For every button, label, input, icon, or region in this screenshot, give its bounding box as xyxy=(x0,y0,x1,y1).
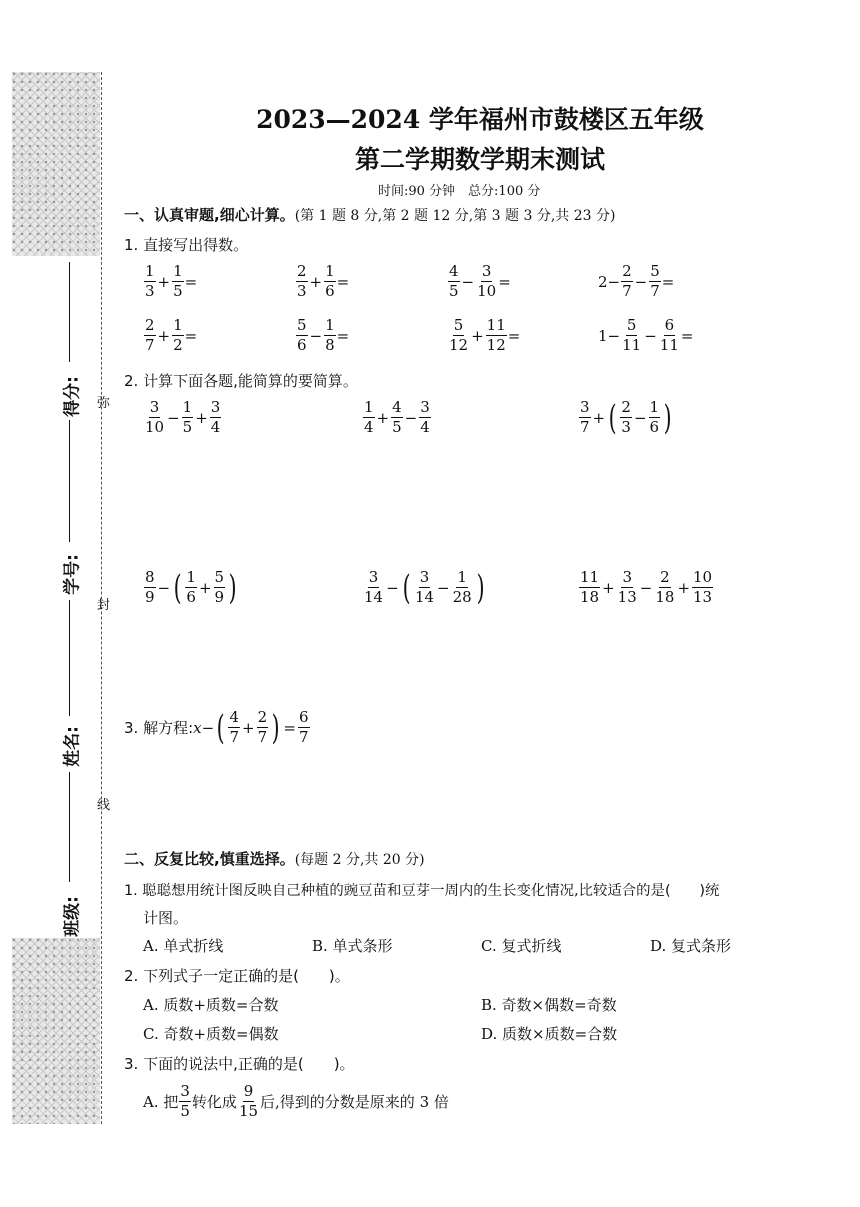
mental-math-item: $\frac{5}{6}$ − $\frac{1}{8}$ = xyxy=(297,316,350,354)
question-1-label: 1. 直接写出得数。 xyxy=(124,236,249,254)
section-note: (每题 2 分,共 20 分) xyxy=(294,852,425,868)
choice-1-option-d: D. 复式条形 xyxy=(650,937,732,955)
mental-math-item: 1− $\frac{5}{11}$ − $\frac{6}{11}$ = xyxy=(598,316,694,354)
choice-1-option-b: B. 单式条形 xyxy=(312,937,393,955)
side-rule xyxy=(69,420,70,542)
mental-math-item: $\frac{4}{5}$ − $\frac{3}{10}$ = xyxy=(449,262,511,300)
mental-math-item: $\frac{2}{7}$ + $\frac{1}{2}$ = xyxy=(145,316,198,354)
calc-expr-3: $\frac{3}{7}$ + ( $\frac{2}{3}$ − $\frac{1}{6}$ ) xyxy=(580,397,672,438)
decorative-pattern-bottom xyxy=(12,938,100,1124)
section-1-heading xyxy=(124,204,615,225)
section-title: 一、认真审题,细心计算。 xyxy=(124,206,295,224)
choice-2-option-d: D. 质数×质数=合数 xyxy=(481,1025,618,1043)
section-title: 二、反复比较,慎重选择。 xyxy=(124,850,295,868)
choice-1-option-c: C. 复式折线 xyxy=(481,937,562,955)
choice-1-stem-cont: 计图。 xyxy=(143,909,189,927)
choice-1-option-a: A. 单式折线 xyxy=(143,937,224,955)
choice-3-stem: 3. 下面的说法中,正确的是( )。 xyxy=(124,1055,355,1073)
calc-expr-1: $\frac{3}{10}$ − $\frac{1}{5}$ + $\frac{3}{4}$ xyxy=(145,398,221,436)
section-2-heading xyxy=(124,848,425,869)
class-label: 班级: xyxy=(62,896,83,937)
choice-2-option-a: A. 质数+质数=合数 xyxy=(143,996,279,1014)
seal-char: 线 xyxy=(97,798,111,813)
mental-math-item: $\frac{2}{3}$ + $\frac{1}{6}$ = xyxy=(297,262,350,300)
score-label: 得分: xyxy=(62,376,83,417)
equation-question: 3. 解方程: x− ( $\frac{4}{7}$ + $\frac{2}{7}$ ) = $\frac{6}{7}$ xyxy=(124,707,309,748)
page-title-line2: 第二学期数学期末测试 xyxy=(354,145,605,174)
side-rule xyxy=(69,600,70,716)
choice-2-option-c: C. 奇数+质数=偶数 xyxy=(143,1025,279,1043)
mental-math-item: $\frac{1}{3}$ + $\frac{1}{5}$ = xyxy=(145,262,198,300)
seal-char: 封 xyxy=(97,598,111,613)
section-note: (第 1 题 8 分,第 2 题 12 分,第 3 题 3 分,共 23 分) xyxy=(294,208,616,224)
calc-expr-2: $\frac{1}{4}$ + $\frac{4}{5}$ − $\frac{3}{4}$ xyxy=(364,398,430,436)
mental-math-item: 2− $\frac{2}{7}$ − $\frac{5}{7}$ = xyxy=(598,262,675,300)
side-rule xyxy=(69,262,70,362)
calc-expr-5: $\frac{3}{14}$ − ( $\frac{3}{14}$ − $\frac{1}{28}$ ) xyxy=(364,567,485,608)
side-rule xyxy=(69,772,70,882)
student-number-label: 学号: xyxy=(62,554,83,595)
exam-info: 时间:90 分钟 总分:100 分 xyxy=(378,184,541,199)
mental-math-item: $\frac{5}{12}$ + $\frac{11}{12}$ = xyxy=(449,316,521,354)
choice-1-stem: 1. 聪聪想用统计图反映自己种植的豌豆苗和豆芽一周内的生长变化情况,比较适合的是( )统 xyxy=(124,883,720,899)
choice-2-option-b: B. 奇数×偶数=奇数 xyxy=(481,996,617,1014)
page-title: 2023—2024 学年福州市鼓楼区五年级 xyxy=(256,105,704,134)
calc-expr-4: $\frac{8}{9}$ − ( $\frac{1}{6}$ + $\frac{5}{9}$ ) xyxy=(145,567,237,608)
calc-expr-6: $\frac{11}{18}$ + $\frac{3}{13}$ − $\frac{2}{18}$ + $\frac{10}{13}$ xyxy=(580,568,713,606)
choice-3-option-a: A. 把 $\frac{3}{5}$ 转化成 $\frac{9}{15}$ 后,得到的分数是原来的 3 倍 xyxy=(143,1082,449,1120)
choice-2-stem: 2. 下列式子一定正确的是( )。 xyxy=(124,967,350,985)
name-label: 姓名: xyxy=(62,726,83,767)
question-2-label: 2. 计算下面各题,能简算的要简算。 xyxy=(124,372,358,390)
seal-char: 弥 xyxy=(97,396,111,411)
